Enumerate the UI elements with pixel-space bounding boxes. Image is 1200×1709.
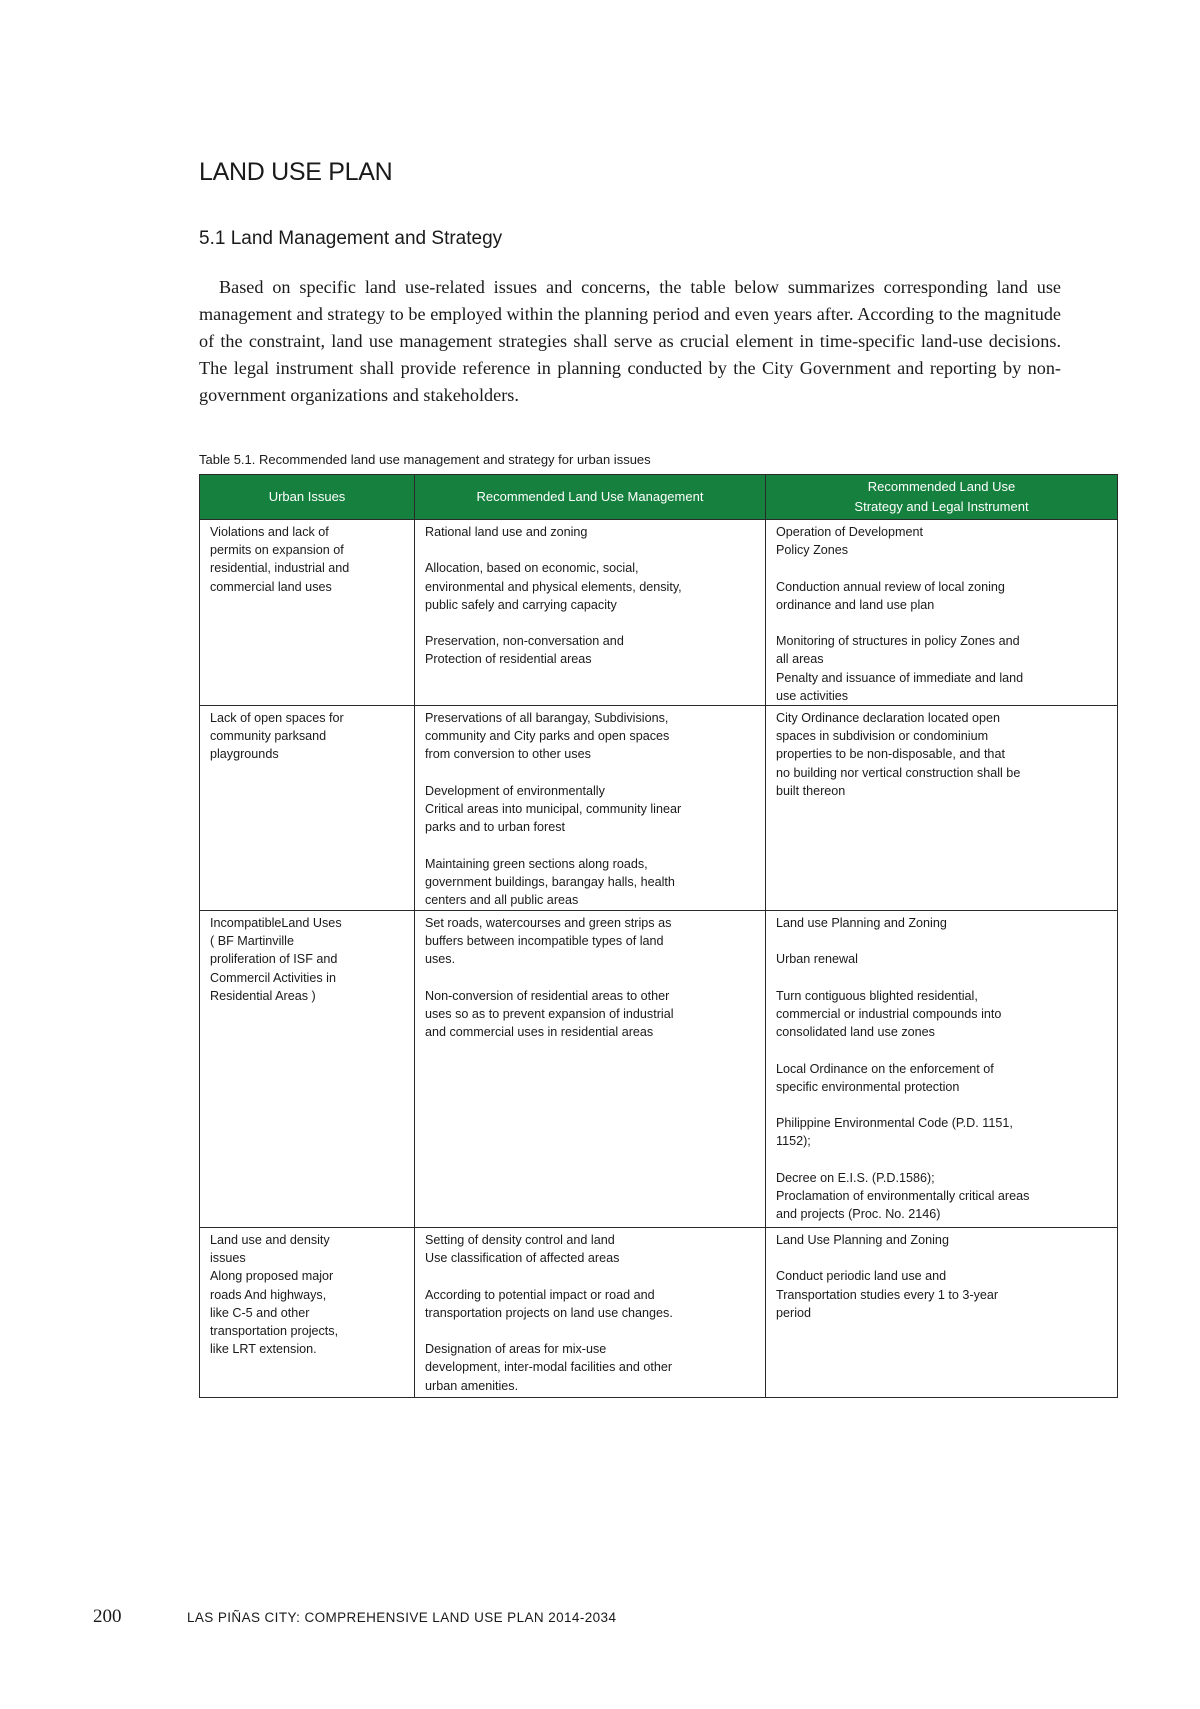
management-cell (415, 911, 766, 1228)
page-title: LAND USE PLAN (199, 158, 393, 186)
table-caption: Table 5.1. Recommended land use management and strategy for urban issues (199, 452, 651, 467)
cell-paragraph (425, 559, 757, 614)
cell-paragraph (776, 950, 1109, 968)
cell-line: buffers between incompatible types of land (425, 934, 664, 949)
cell-paragraph (425, 987, 757, 1042)
cell-paragraph (776, 709, 1109, 800)
cell-line: from conversion to other uses (425, 747, 591, 762)
cell-line: Monitoring of structures in policy Zones and (776, 634, 1020, 649)
cell-line: Residential Areas ) (210, 988, 316, 1003)
cell-paragraph (210, 1231, 406, 1358)
cell-paragraph (425, 523, 757, 541)
cell-line: Turn contiguous blighted residential, (776, 988, 978, 1003)
cell-line: Land use Planning and Zoning (776, 916, 947, 930)
cell-line: Set roads, watercourses and green strips as (425, 916, 672, 930)
cell-paragraph (776, 632, 1109, 705)
strategy-cell (766, 911, 1118, 1228)
cell-line: Conduction annual review of local zoning (776, 579, 1005, 594)
cell-paragraph (425, 1231, 757, 1267)
management-cell (415, 1228, 766, 1398)
cell-line: issues (210, 1251, 246, 1266)
cell-line: roads And highways, (210, 1287, 327, 1302)
management-cell (415, 520, 766, 706)
cell-line: Decree on E.I.S. (P.D.1586); (776, 1170, 935, 1185)
cell-line: Penalty and issuance of immediate and land (776, 670, 1024, 685)
cell-line: residential, industrial and (210, 561, 350, 576)
cell-line: Land use and density (210, 1233, 330, 1247)
section-title: 5.1 Land Management and Strategy (199, 228, 503, 249)
cell-line: environmental and physical elements, density, (425, 579, 682, 594)
cell-paragraph (776, 914, 1109, 932)
cell-paragraph (425, 632, 757, 668)
cell-line: parks and to urban forest (425, 820, 566, 835)
strategy-cell (766, 520, 1118, 706)
cell-paragraph (425, 709, 757, 764)
cell-line: Maintaining green sections along roads, (425, 856, 648, 871)
cell-line: public safely and carrying capacity (425, 597, 617, 612)
cell-line: permits on expansion of (210, 543, 344, 558)
footer-title: LAS PIÑAS CITY: COMPREHENSIVE LAND USE PLAN 2014-2034 (187, 1610, 617, 1625)
cell-line: use activities (776, 688, 849, 703)
cell-line: uses. (425, 952, 456, 967)
cell-line: playgrounds (210, 747, 279, 762)
strategy-cell (766, 706, 1118, 911)
cell-paragraph (210, 523, 406, 596)
cell-line: Protection of residential areas (425, 652, 592, 667)
header-strategy-line: Recommended Land Use (867, 479, 1016, 494)
cell-line: uses so as to prevent expansion of industrial (425, 1007, 674, 1021)
cell-line: urban amenities. (425, 1378, 519, 1393)
table-row (200, 911, 1118, 1228)
table-row (200, 706, 1118, 911)
issue-cell (200, 520, 415, 706)
cell-line: Designation of areas for mix-use (425, 1342, 607, 1357)
issue-cell (200, 706, 415, 911)
cell-paragraph (776, 1231, 1109, 1249)
land-use-table (199, 474, 1118, 1398)
cell-paragraph (425, 1340, 757, 1395)
header-strategy-line: Strategy and Legal Instrument (854, 499, 1029, 514)
cell-line: Non-conversion of residential areas to other (425, 988, 670, 1003)
table-row (200, 1228, 1118, 1398)
cell-paragraph (776, 1114, 1109, 1150)
cell-line: IncompatibleLand Uses (210, 916, 342, 930)
page-number: 200 (93, 1606, 122, 1627)
management-cell (415, 706, 766, 911)
cell-line: ( BF Martinville (210, 934, 294, 949)
cell-line: proliferation of ISF and (210, 952, 338, 967)
cell-paragraph (210, 709, 406, 764)
cell-line: period (776, 1305, 812, 1320)
header-urban-issues: Urban Issues (200, 475, 415, 520)
cell-paragraph (776, 987, 1109, 1042)
cell-line: commercial land uses (210, 579, 332, 594)
cell-line: and commercial uses in residential areas (425, 1025, 654, 1040)
issue-cell (200, 911, 415, 1228)
cell-line: Violations and lack of (210, 525, 329, 539)
cell-line: like C-5 and other (210, 1305, 310, 1320)
cell-line: ordinance and land use plan (776, 597, 935, 612)
cell-line: like LRT extension. (210, 1342, 317, 1357)
cell-line: Along proposed major (210, 1269, 334, 1284)
header-land-use-management: Recommended Land Use Management (415, 475, 766, 520)
cell-paragraph (425, 782, 757, 837)
cell-line: community and City parks and open spaces (425, 729, 670, 744)
cell-line: centers and all public areas (425, 893, 579, 907)
intro-paragraph: Based on specific land use-related issues and concerns, the table below summarizes corresponding land use management and strategy to be employed within the planning period and even years after. According to the magnitude of the constraint, land use management strategies shall serve as crucial element in time-specific land-use decisions. The legal instrument shall provide reference in planning conducted by the City Government and reporting by non-government organizations and stakeholders. (199, 277, 1061, 405)
cell-line: 1152); (776, 1134, 811, 1149)
cell-line: Setting of density control and land (425, 1233, 615, 1247)
cell-line: Rational land use and zoning (425, 525, 588, 539)
cell-line: Use classification of affected areas (425, 1251, 620, 1266)
cell-line: City Ordinance declaration located open (776, 711, 1001, 725)
cell-line: Transportation studies every 1 to 3-year (776, 1287, 999, 1302)
cell-paragraph (425, 914, 757, 969)
cell-line: and projects (Proc. No. 2146) (776, 1207, 941, 1222)
cell-line: development, inter-modal facilities and other (425, 1360, 673, 1375)
cell-line: all areas (776, 652, 824, 667)
cell-line: consolidated land use zones (776, 1025, 935, 1040)
cell-line: Conduct periodic land use and (776, 1269, 947, 1284)
cell-line: Proclamation of environmentally critical areas (776, 1188, 1030, 1203)
cell-line: Policy Zones (776, 543, 849, 558)
cell-line: Philippine Environmental Code (P.D. 1151, (776, 1116, 1013, 1131)
strategy-cell (766, 1228, 1118, 1398)
cell-paragraph (776, 578, 1109, 614)
cell-line: no building nor vertical construction shall be (776, 765, 1021, 780)
cell-paragraph (776, 1267, 1109, 1322)
cell-line: government buildings, barangay halls, health (425, 874, 675, 889)
cell-line: transportation projects on land use changes. (425, 1305, 673, 1320)
cell-line: built thereon (776, 783, 846, 798)
cell-line: specific environmental protection (776, 1079, 960, 1094)
cell-line: community parksand (210, 729, 327, 744)
cell-line: Operation of Development (776, 525, 924, 539)
issue-cell (200, 1228, 415, 1398)
cell-line: Preservations of all barangay, Subdivisions, (425, 711, 669, 725)
cell-line: Urban renewal (776, 952, 858, 967)
table-row (200, 520, 1118, 706)
table-body (200, 520, 1118, 1398)
cell-paragraph (425, 855, 757, 910)
cell-paragraph (776, 1169, 1109, 1224)
cell-line: Land Use Planning and Zoning (776, 1233, 949, 1247)
cell-line: According to potential impact or road and (425, 1287, 655, 1302)
cell-paragraph (776, 1060, 1109, 1096)
cell-line: transportation projects, (210, 1324, 339, 1339)
cell-line: commercial or industrial compounds into (776, 1006, 1002, 1021)
table-header-row (200, 475, 1118, 520)
cell-line: Local Ordinance on the enforcement of (776, 1061, 994, 1076)
cell-paragraph (776, 523, 1109, 559)
cell-line: spaces in subdivision or condominium (776, 729, 989, 744)
cell-line: Critical areas into municipal, community linear (425, 802, 682, 816)
cell-line: Lack of open spaces for (210, 711, 344, 725)
cell-paragraph (210, 914, 406, 1005)
header-strategy-legal-instrument (766, 475, 1118, 520)
cell-line: Development of environmentally (425, 783, 605, 798)
cell-line: Commercil Activities in (210, 970, 336, 985)
cell-line: Preservation, non-conversation and (425, 634, 624, 649)
cell-line: Allocation, based on economic, social, (425, 561, 639, 576)
cell-paragraph (425, 1286, 757, 1322)
cell-line: properties to be non-disposable, and that (776, 747, 1005, 762)
